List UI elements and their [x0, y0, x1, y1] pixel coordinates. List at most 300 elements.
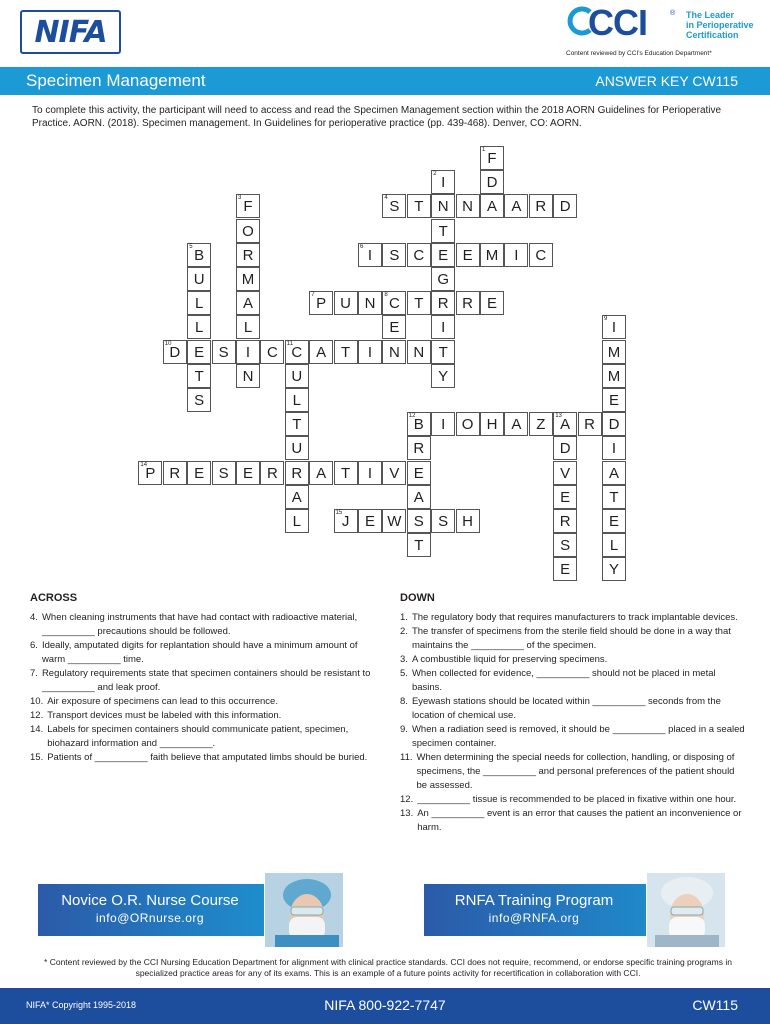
- crossword-cell: [187, 364, 211, 388]
- crossword-cell: [431, 291, 455, 315]
- crossword-cell: [480, 412, 504, 436]
- cell-letter: F: [487, 150, 497, 167]
- crossword-cell: [334, 461, 358, 485]
- clue-item: [400, 793, 745, 807]
- cell-letter: R: [437, 295, 449, 313]
- crossword-cell: [407, 340, 431, 364]
- clue-item: [30, 709, 375, 723]
- cell-letter: T: [609, 488, 619, 506]
- cell-letter: E: [242, 464, 253, 482]
- crossword-cell: [285, 436, 309, 460]
- footer: [0, 988, 770, 1024]
- crossword-cell: [407, 436, 431, 460]
- cell-number: 14: [140, 461, 148, 468]
- cell-number: 3: [238, 195, 242, 202]
- crossword-cell: [480, 291, 504, 315]
- clue-text: When cleaning instruments that have had contact with radioactive material, __________ precautions should be followed.: [41, 612, 358, 637]
- promo-email[interactable]: info@ORnurse.org: [95, 911, 205, 925]
- cell-letter: Y: [438, 367, 449, 385]
- cell-letter: D: [486, 174, 498, 192]
- crossword-cell: [431, 340, 455, 364]
- cell-letter: I: [441, 174, 446, 192]
- cell-letter: R: [266, 464, 278, 482]
- cell-letter: N: [413, 343, 425, 361]
- crossword-cell: [187, 315, 211, 339]
- cell-letter: I: [245, 343, 251, 361]
- cell-letter: A: [511, 198, 522, 216]
- crossword-cell: [431, 364, 455, 388]
- cell-letter: T: [341, 343, 351, 361]
- cell-number: 15: [335, 510, 343, 516]
- crossword-cell: [187, 267, 211, 291]
- crossword-cell: [358, 461, 382, 485]
- cell-letter: M: [607, 343, 621, 361]
- cell-letter: G: [437, 271, 450, 288]
- clue-item: [400, 807, 745, 835]
- crossword-cell: [407, 533, 431, 557]
- cell-letter: C: [413, 246, 425, 264]
- crossword-cell: [212, 461, 236, 485]
- cell-letter: P: [316, 295, 327, 313]
- crossword-cell: [260, 461, 284, 485]
- across-clues: [30, 611, 375, 765]
- clue-number: 4.: [30, 612, 38, 623]
- crossword-cell: [334, 509, 358, 533]
- clue-text: Patients of __________ faith believe that amputated limbs should be buried.: [47, 752, 368, 763]
- clue-item: [30, 611, 375, 639]
- cell-letter: D: [559, 440, 571, 458]
- clue-item: [30, 639, 375, 667]
- nurse-illustration-icon: [265, 873, 344, 948]
- cell-letter: N: [462, 198, 474, 216]
- cell-number: 4: [384, 195, 388, 202]
- cell-letter: E: [389, 319, 400, 337]
- cell-letter: E: [608, 392, 619, 409]
- crossword-cell: [187, 243, 211, 267]
- crossword-cell: [602, 340, 626, 364]
- cell-letter: T: [438, 222, 448, 240]
- cell-letter: T: [194, 367, 204, 385]
- cell-letter: N: [388, 343, 400, 361]
- cell-letter: L: [195, 295, 204, 313]
- clue-text: Ideally, amputated digits for replantation should have a minimum amount of warm __________ time.: [41, 640, 358, 665]
- cell-letter: C: [291, 343, 303, 361]
- cell-number: 2: [433, 171, 437, 178]
- across-heading: ACROSS: [30, 592, 78, 604]
- crossword-cell: [431, 509, 455, 533]
- crossword-cell: [285, 509, 309, 533]
- cell-letter: Z: [536, 416, 546, 434]
- crossword-cell: [187, 340, 211, 364]
- cell-letter: R: [413, 440, 425, 458]
- cell-letter: R: [559, 513, 571, 530]
- cell-letter: L: [609, 537, 619, 555]
- crossword-cell: [358, 509, 382, 533]
- cell-number: 9: [604, 316, 608, 323]
- cell-letter: F: [243, 198, 253, 216]
- cell-letter: S: [218, 464, 229, 482]
- cell-letter: R: [169, 464, 181, 482]
- cell-letter: C: [535, 246, 547, 264]
- cell-letter: D: [559, 198, 571, 216]
- cell-letter: M: [607, 367, 621, 385]
- cell-letter: I: [611, 319, 617, 337]
- crossword-cell: [163, 461, 187, 485]
- activity-code: CW115: [692, 997, 738, 1013]
- cell-letter: P: [145, 464, 156, 482]
- crossword-cell: [382, 509, 406, 533]
- crossword-cell: [553, 461, 577, 485]
- clue-text: An __________ event is an error that causes the patient an inconvenience or harm.: [417, 808, 742, 833]
- cell-number: 12: [408, 413, 416, 420]
- cell-letter: E: [364, 513, 375, 530]
- cell-letter: N: [437, 198, 449, 216]
- nurse-photo: [264, 872, 344, 948]
- crossword-cell: [407, 291, 431, 315]
- crossword-cell: [553, 194, 577, 218]
- clue-item: [400, 611, 745, 625]
- clue-item: [30, 751, 375, 765]
- cell-letter: R: [242, 246, 254, 264]
- crossword-cell: [236, 315, 260, 339]
- crossword-cell: [407, 485, 431, 509]
- crossword-cell: [504, 243, 528, 267]
- clue-number: 3.: [400, 654, 408, 665]
- crossword-cell: [431, 219, 455, 243]
- crossword-cell: [187, 461, 211, 485]
- crossword-cell: [382, 315, 406, 339]
- crossword-cell: [480, 194, 504, 218]
- crossword-cell: [602, 461, 626, 485]
- crossword-cell: [431, 243, 455, 267]
- clue-text: Transport devices must be labeled with this information.: [47, 710, 282, 721]
- crossword-cell: [260, 340, 284, 364]
- crossword-cell: [309, 461, 333, 485]
- crossword-cell: [407, 194, 431, 218]
- crossword-cell: [382, 243, 406, 267]
- cell-number: 11: [286, 340, 294, 347]
- cell-letter: I: [367, 343, 373, 361]
- crossword-cell: [480, 170, 504, 194]
- crossword-cell: [236, 340, 260, 364]
- cell-letter: E: [438, 246, 449, 264]
- clue-number: 8.: [400, 696, 408, 707]
- cell-letter: A: [291, 488, 302, 506]
- nurse-photo: [646, 872, 726, 948]
- cci-tagline-line: The Leader: [686, 10, 735, 20]
- cell-letter: S: [389, 246, 400, 264]
- cell-letter: M: [241, 271, 255, 288]
- clue-number: 15.: [30, 752, 44, 763]
- cell-letter: R: [462, 295, 474, 313]
- answer-key-label: ANSWER KEY CW115: [595, 73, 738, 89]
- cell-letter: L: [243, 319, 253, 337]
- crossword-cell: [431, 412, 455, 436]
- promo-email[interactable]: info@RNFA.org: [488, 911, 580, 925]
- cell-letter: R: [291, 464, 303, 482]
- crossword-cell: [334, 340, 358, 364]
- down-heading: DOWN: [400, 592, 435, 604]
- cell-letter: S: [560, 537, 571, 555]
- cell-letter: E: [194, 343, 205, 361]
- cell-letter: U: [340, 295, 352, 313]
- crossword-cell: [504, 412, 528, 436]
- crossword-cell: [358, 291, 382, 315]
- cell-letter: U: [193, 271, 205, 288]
- cell-letter: S: [438, 513, 449, 530]
- crossword-cell: [163, 340, 187, 364]
- cell-letter: C: [388, 295, 400, 313]
- crossword-cell: [480, 243, 504, 267]
- clue-item: [400, 625, 745, 653]
- crossword-cell: [602, 436, 626, 460]
- cell-letter: J: [341, 513, 350, 530]
- cell-letter: O: [461, 416, 474, 434]
- phone-number: NIFA 800-922-7747: [324, 997, 446, 1013]
- crossword-cell: [236, 194, 260, 218]
- crossword-cell: [358, 340, 382, 364]
- clue-item: [30, 723, 375, 751]
- crossword-cell: [212, 340, 236, 364]
- cell-letter: I: [367, 464, 373, 482]
- cell-letter: T: [438, 343, 448, 361]
- clue-number: 13.: [400, 808, 414, 819]
- cell-letter: E: [194, 464, 205, 482]
- clue-text: Labels for specimen containers should communicate patient, specimen, biohazard information and __________.: [47, 724, 349, 749]
- cell-letter: T: [414, 295, 424, 313]
- crossword-cell: [553, 485, 577, 509]
- cci-registered-mark: ®: [670, 10, 676, 17]
- cell-letter: T: [341, 464, 351, 482]
- crossword-cell: [285, 388, 309, 412]
- cell-letter: I: [441, 416, 446, 434]
- crossword-cell: [529, 194, 553, 218]
- cell-letter: A: [486, 198, 497, 216]
- cell-letter: I: [514, 246, 519, 264]
- promo-novice-course: [38, 884, 318, 936]
- cell-letter: R: [535, 198, 547, 216]
- cell-letter: U: [291, 440, 303, 458]
- cell-letter: L: [292, 513, 301, 530]
- crossword-cell: [456, 509, 480, 533]
- clue-text: The regulatory body that requires manufacturers to track implantable devices.: [411, 612, 738, 623]
- cell-letter: O: [242, 222, 254, 240]
- crossword-cell: [407, 412, 431, 436]
- cell-letter: U: [291, 367, 303, 385]
- disclaimer: * Content reviewed by the CCI Nursing Education Department for alignment with clinical practice standards. CCI does not require, recommend, or endorse specific training programs in specialized practice areas for any of its exams. This is an example of a future points activity for recertification in collaboration with CCI.: [44, 957, 732, 978]
- cell-letter: T: [414, 198, 424, 216]
- promo-title: RNFA Training Program: [454, 892, 614, 909]
- cell-letter: H: [486, 416, 498, 434]
- clue-text: The transfer of specimens from the sterile field should be done in a way that maintains the __________ of the specimen.: [411, 626, 731, 651]
- crossword-cell: [602, 315, 626, 339]
- clue-text: Regulatory requirements state that specimen containers should be resistant to __________ and leak proof.: [41, 668, 371, 693]
- cell-letter: I: [611, 440, 617, 458]
- cell-letter: B: [413, 416, 424, 434]
- cell-letter: T: [292, 416, 302, 434]
- cell-letter: V: [560, 464, 571, 482]
- clue-number: 2.: [400, 626, 408, 637]
- crossword-cell: [285, 485, 309, 509]
- crossword-cell: [529, 412, 553, 436]
- cell-letter: E: [560, 488, 571, 506]
- crossword-cell: [529, 243, 553, 267]
- clue-item: [400, 653, 745, 667]
- cell-letter: A: [413, 488, 424, 506]
- cell-letter: A: [316, 464, 327, 482]
- crossword-cell: [602, 485, 626, 509]
- clue-item: [400, 751, 745, 793]
- cell-letter: W: [387, 513, 402, 530]
- cell-letter: H: [462, 513, 474, 530]
- crossword-cell: [504, 194, 528, 218]
- cell-letter: N: [242, 367, 254, 385]
- cci-tagline-line: Certification: [686, 30, 739, 40]
- cell-letter: S: [218, 343, 229, 361]
- cell-letter: T: [414, 537, 424, 555]
- crossword-cell: [553, 436, 577, 460]
- clue-text: When determining the special needs for collection, handling, or disposing of specimens, the __________ and personal preferences of the patient should be assessed.: [416, 752, 735, 791]
- crossword-cell: [602, 509, 626, 533]
- crossword-cell: [456, 291, 480, 315]
- crossword-cell: [236, 364, 260, 388]
- crossword-cell: [285, 461, 309, 485]
- crossword-cell: [382, 340, 406, 364]
- crossword-cell: [553, 509, 577, 533]
- clue-text: Air exposure of specimens can lead to this occurrence.: [47, 696, 278, 707]
- clue-text: A combustible liquid for preserving specimens.: [411, 654, 608, 665]
- crossword-cell: [431, 315, 455, 339]
- clue-item: [400, 695, 745, 723]
- crossword-cell: [578, 412, 602, 436]
- clue-text: __________ tissue is recommended to be placed in fixative within one hour.: [417, 794, 737, 805]
- crossword-cell: [480, 146, 504, 170]
- crossword-cell: [431, 170, 455, 194]
- crossword-cell: [407, 509, 431, 533]
- clue-text: When a radiation seed is removed, it should be __________ placed in a sealed specimen container.: [411, 724, 745, 749]
- crossword-cell: [431, 267, 455, 291]
- page-title: Specimen Management: [26, 71, 206, 90]
- cell-letter: E: [413, 464, 424, 482]
- cell-letter: B: [194, 246, 205, 264]
- clue-number: 12.: [30, 710, 44, 721]
- crossword-cell: [407, 243, 431, 267]
- crossword-cell: [602, 557, 626, 581]
- promo-title: Novice O.R. Nurse Course: [61, 892, 239, 909]
- crossword-cell: [602, 388, 626, 412]
- cell-number: 1: [482, 147, 486, 153]
- cell-letter: I: [441, 319, 446, 337]
- crossword-cell: [602, 412, 626, 436]
- promo-rnfa-program: [424, 884, 726, 936]
- clue-number: 12.: [400, 794, 414, 805]
- intro-text: To complete this activity, the participant will need to access and read the Specimen Management section within the 2018 AORN Guidelines for Perioperative Practice. AORN. (2018). Specimen management. In Guidelines for perioperative practice (pp. 439-468). Denver, CO: AORN.: [32, 105, 722, 129]
- crossword-cell: [553, 533, 577, 557]
- crossword-cell: [382, 461, 406, 485]
- cci-logo-text: CCI: [588, 2, 647, 43]
- clue-number: 1.: [400, 612, 408, 623]
- cell-letter: I: [367, 246, 373, 264]
- crossword-cell: [358, 243, 382, 267]
- cell-letter: S: [389, 198, 400, 216]
- crossword-cell: [382, 194, 406, 218]
- crossword-cell: [309, 340, 333, 364]
- cell-letter: A: [242, 295, 253, 313]
- clue-item: [400, 667, 745, 695]
- crossword-cell: [187, 388, 211, 412]
- clue-item: [30, 667, 375, 695]
- cell-number: 10: [164, 340, 172, 347]
- clue-number: 5.: [400, 668, 408, 679]
- cell-number: 7: [311, 292, 315, 299]
- crossword-cell: [602, 533, 626, 557]
- crossword-cell: [187, 291, 211, 315]
- crossword-cell: [285, 412, 309, 436]
- cell-number: 8: [384, 292, 388, 299]
- cell-letter: A: [316, 343, 327, 361]
- cell-letter: N: [364, 295, 376, 313]
- cell-number: 6: [360, 243, 364, 250]
- clue-text: Eyewash stations should be located within __________ seconds from the location of chemical use.: [411, 696, 721, 721]
- cell-letter: L: [292, 392, 301, 409]
- crossword-cell: [236, 291, 260, 315]
- crossword-cell: [456, 194, 480, 218]
- cell-letter: S: [194, 392, 205, 409]
- crossword-cell: [309, 291, 333, 315]
- cell-number: 13: [555, 413, 562, 420]
- crossword-cell: [431, 194, 455, 218]
- cell-letter: V: [389, 464, 400, 482]
- down-clues: [400, 611, 745, 835]
- cell-letter: A: [560, 416, 571, 434]
- nifa-logo-text: NIFA: [34, 14, 107, 50]
- clue-number: 11.: [400, 752, 413, 763]
- cci-reviewed-note: Content reviewed by CCI's Education Department*: [566, 50, 712, 57]
- cell-letter: A: [608, 464, 619, 482]
- cell-letter: C: [266, 343, 278, 361]
- crossword-cell: [456, 243, 480, 267]
- clue-text: When collected for evidence, __________ should not be placed in metal basins.: [411, 668, 716, 693]
- cell-letter: A: [511, 416, 522, 434]
- cell-letter: R: [584, 416, 596, 434]
- nurse-illustration-icon: [647, 873, 726, 948]
- cell-letter: E: [486, 295, 497, 313]
- crossword-cell: [138, 461, 162, 485]
- cell-letter: E: [608, 513, 619, 530]
- crossword-cell: [285, 364, 309, 388]
- clue-number: 7.: [30, 668, 38, 679]
- crossword-cell: [407, 461, 431, 485]
- cci-tagline-line: in Perioperative: [686, 20, 754, 30]
- crossword-cell: [553, 557, 577, 581]
- cell-letter: E: [462, 246, 473, 264]
- clue-number: 14.: [30, 724, 44, 735]
- cell-number: 5: [189, 243, 193, 250]
- clue-item: [400, 723, 745, 751]
- crossword-cell: [602, 364, 626, 388]
- crossword-cell: [285, 340, 309, 364]
- crossword-cell: [553, 412, 577, 436]
- clue-item: [30, 695, 375, 709]
- copyright: NIFA* Copyright 1995-2018: [26, 1000, 137, 1010]
- cell-letter: Y: [608, 561, 619, 579]
- crossword-cell: [456, 412, 480, 436]
- crossword-cell: [236, 219, 260, 243]
- clue-number: 6.: [30, 640, 38, 651]
- crossword-cell: [236, 243, 260, 267]
- cell-letter: L: [195, 319, 204, 337]
- clue-number: 9.: [400, 724, 408, 735]
